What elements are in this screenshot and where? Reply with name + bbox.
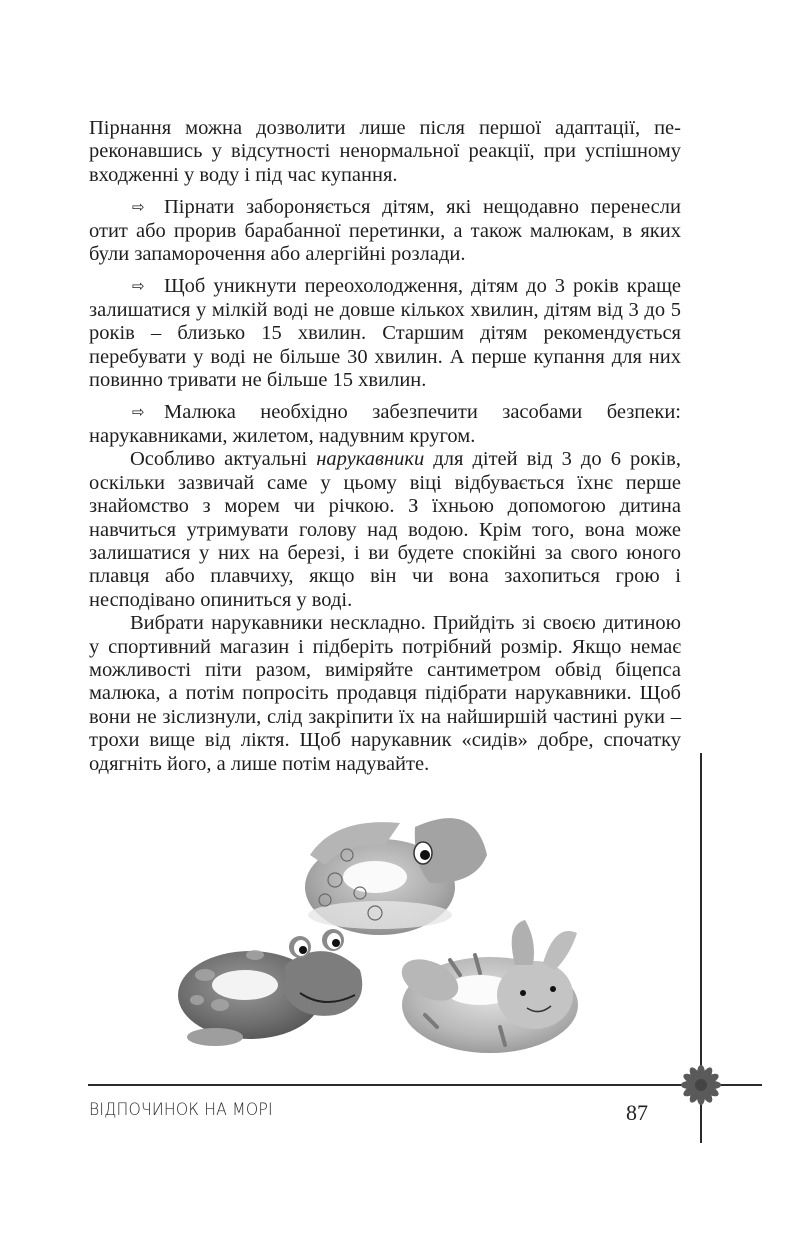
outlined-right-arrow-icon: ⇨ (132, 403, 145, 422)
daisy-flower-icon (679, 1064, 723, 1106)
bullet-diving-restrictions (89, 196, 681, 266)
turtle-ring-hole (343, 861, 407, 893)
running-footer-section-title: ВІДПОЧИНОК НА МОРІ (89, 1100, 273, 1120)
bunny-eye-left (520, 990, 526, 996)
page-number: 87 (626, 1100, 648, 1125)
frog-pupil-right (332, 939, 340, 947)
paragraph-armbands-relevance (89, 448, 681, 612)
bullet-text: Малюка необхідно забезпечити засобами безпеки: нарукавниками, жилетом, надувним кругом. (89, 401, 681, 447)
paragraph-text: Особливо актуальні (130, 448, 317, 471)
outlined-right-arrow-icon: ⇨ (132, 198, 145, 217)
body-text (89, 117, 681, 776)
bunny-ear-left (512, 920, 534, 965)
paragraph-choosing-armbands: Вибрати нарукавники нескладно. Прийдіть зі своєю дитиною у спортивний магазин і підберіть потрібний розмір. Якщо немає можливості піти разом, виміряйте сантиметром обвід біцепса малюка, а потім попросіть продавця підібрати нарукавники. Щоб вони не зіслизнули, слід закріпити їх на найширшій частині руки – трохи вище від ліктя. Щоб нарукавник «сидів» добре, спочатку одягніть його, а лише потім надувайте. (89, 612, 681, 775)
footer-rule (88, 1084, 762, 1086)
bullet-text: Пірнати забороняється дітям, які нещодавно перенесли отит або прорив барабанної перетинки, а також малюкам, в яких були запаморочення або алергійні розлади. (89, 196, 681, 266)
bullet-text: Щоб уникнути переохолодження, дітям до 3 років краще залишатися у мілкій воді не довше кількох хвилин, дітям від 3 до 5 років – близько 15 хвилин. Старшим дітям рекомендується перебувати у воді не більше 30 хвилин. А перше купання для них повинно тривати не більше 15 хвилин. (89, 275, 681, 392)
turtle-ring-shadow (308, 901, 452, 929)
bullet-hypothermia-times (89, 275, 681, 392)
outlined-right-arrow-icon: ⇨ (132, 277, 145, 296)
paragraph-diving-adaptation: Пірнання можна дозволити лише після першої адаптації, переконавшись у відсутності ненормальної реакції, при успішному входженні у воду і під час купання. (89, 117, 681, 186)
bullet-safety-equipment (89, 401, 681, 448)
paragraph-text: для дітей від 3 до 6 років, оскільки зазвичай саме у цьому віці відбувається їхнє перше знайомство з морем чи річкою. З їхньою допомогою дитина навчиться утримувати голову над водою. Крім того, вона може залишатися у них на березі, і ви будете спокійні за свого юного плавця або плавчиху, якщо він чи вона захопиться грою і несподівано опиниться у воді. (89, 448, 681, 611)
frog-ring-hole (212, 970, 278, 1000)
bunny-head (497, 961, 573, 1029)
frog-foot (187, 1028, 243, 1046)
bunny-swim-ring (395, 920, 578, 1053)
frog-pupil-left (299, 946, 307, 954)
turtle-swim-ring (305, 818, 487, 935)
bunny-eye-right (550, 986, 556, 992)
swim-rings-illustration (175, 805, 595, 1065)
emphasis-armbands: нарукавники (316, 448, 425, 471)
turtle-pupil (420, 850, 430, 860)
bunny-ear-right (543, 931, 577, 970)
frog-swim-ring (178, 929, 362, 1046)
frog-head (285, 951, 362, 1016)
